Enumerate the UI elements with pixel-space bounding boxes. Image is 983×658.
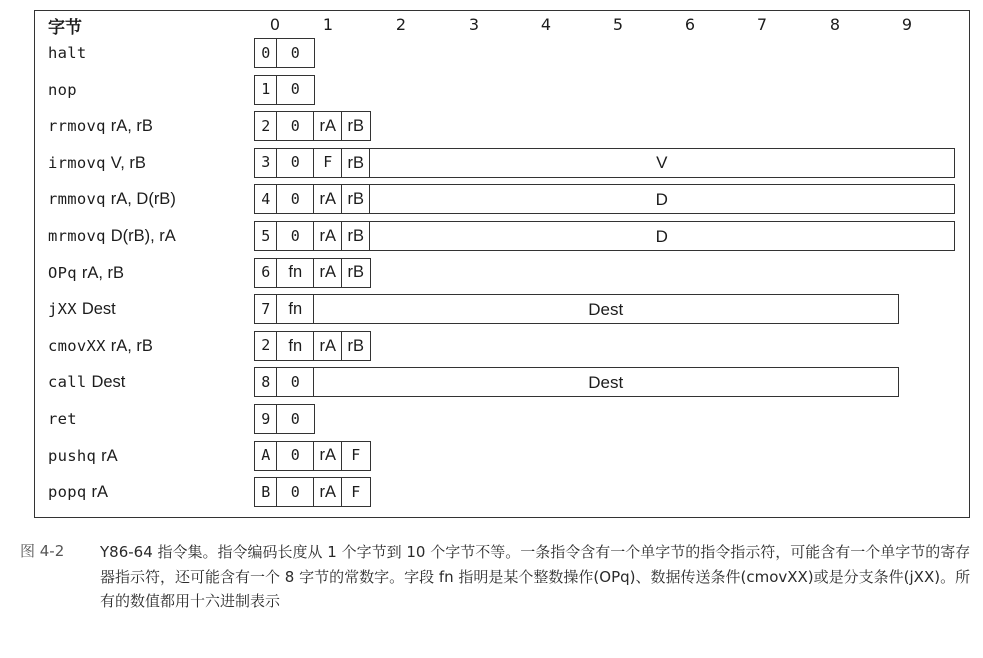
instruction-name: call	[48, 373, 87, 392]
icode-nibble: 6	[254, 258, 278, 288]
instruction-label-cmovxx	[48, 331, 153, 361]
byte-column-7: 7	[756, 15, 768, 34]
register-nibble: rA	[313, 441, 343, 471]
ifun-nibble: 0	[276, 367, 315, 397]
ifun-nibble: 0	[276, 75, 315, 105]
ifun-nibble: fn	[276, 294, 315, 324]
icode-nibble: 4	[254, 184, 278, 214]
instruction-name: nop	[48, 80, 77, 99]
caption-text: Y86-64 指令集。指令编码长度从 1 个字节到 10 个字节不等。一条指令含有一个单字节的指令指示符，可能含有一个单字节的寄存器指示符，还可能含有一个 8 字节的常数字。字段 fn 指明是某个整数操作(OPq)、数据传送条件(cmovXX)或是分支条件(jXX)。所有的数值都用十六进制表示	[100, 543, 971, 610]
icode-nibble: 9	[254, 404, 278, 434]
instruction-name: rrmovq	[48, 117, 106, 136]
byte-column-9: 9	[901, 15, 913, 34]
register-nibble: rA	[313, 477, 343, 507]
constant-word-field: D	[369, 184, 955, 214]
instruction-label-popq	[48, 477, 108, 507]
instruction-name: jXX	[48, 300, 77, 319]
instruction-name: rmmovq	[48, 190, 106, 209]
instruction-label-halt	[48, 38, 87, 68]
register-nibble: F	[341, 441, 371, 471]
instruction-operands: Dest	[91, 373, 126, 392]
constant-word-field: V	[369, 148, 955, 178]
register-nibble: rA	[313, 111, 343, 141]
constant-word-field: D	[369, 221, 955, 251]
instruction-name: ret	[48, 410, 77, 428]
byte-column-6: 6	[684, 15, 696, 34]
ifun-nibble: fn	[276, 331, 315, 361]
constant-word-field: Dest	[313, 294, 899, 324]
byte-column-3: 3	[468, 15, 480, 34]
icode-nibble: 7	[254, 294, 278, 324]
instruction-label-call	[48, 367, 125, 397]
instruction-operands: Dest	[81, 300, 116, 319]
instruction-label-pushq	[48, 441, 118, 471]
byte-column-4: 4	[540, 15, 552, 34]
instruction-operands: rA, rB	[81, 263, 125, 282]
instruction-label-rrmovq	[48, 111, 153, 141]
instruction-operands: rA	[91, 483, 108, 502]
ifun-nibble: 0	[276, 404, 315, 434]
ifun-nibble: 0	[276, 441, 315, 471]
byte-column-8: 8	[829, 15, 841, 34]
instruction-name: irmovq	[48, 153, 106, 172]
instruction-operands: D(rB), rA	[110, 227, 176, 245]
register-nibble: rB	[341, 111, 371, 141]
instruction-label-nop	[48, 75, 77, 105]
register-nibble: rA	[313, 331, 343, 361]
instruction-label-irmovq	[48, 148, 146, 178]
register-nibble: rA	[313, 258, 343, 288]
register-nibble: rB	[341, 331, 371, 361]
icode-nibble: 0	[254, 38, 278, 68]
icode-nibble: 2	[254, 331, 278, 361]
instruction-name: popq	[48, 483, 87, 502]
instruction-label-jxx	[48, 294, 116, 324]
ifun-nibble: 0	[276, 221, 315, 251]
instruction-operands: rA, rB	[110, 336, 153, 355]
icode-nibble: 1	[254, 75, 278, 105]
instruction-name: pushq	[48, 446, 97, 465]
icode-nibble: 3	[254, 148, 278, 178]
instruction-label-opq	[48, 258, 124, 288]
ifun-nibble: 0	[276, 38, 315, 68]
byte-column-5: 5	[612, 15, 624, 34]
register-nibble: rB	[341, 258, 371, 288]
byte-column-0: 0	[269, 15, 281, 34]
instruction-label-mrmovq	[48, 221, 176, 251]
icode-nibble: A	[254, 441, 278, 471]
register-nibble: F	[313, 148, 343, 178]
figure-number: 图 4-2	[20, 542, 65, 560]
icode-nibble: 2	[254, 111, 278, 141]
ifun-nibble: 0	[276, 184, 315, 214]
register-nibble: rB	[341, 221, 371, 251]
instruction-operands: rA, D(rB)	[110, 190, 176, 209]
instruction-name: OPq	[48, 263, 77, 282]
icode-nibble: 8	[254, 367, 278, 397]
byte-header-label: 字节	[48, 18, 82, 38]
icode-nibble: 5	[254, 221, 278, 251]
ifun-nibble: fn	[276, 258, 315, 288]
register-nibble: rB	[341, 148, 371, 178]
register-nibble: F	[341, 477, 371, 507]
instruction-operands: V, rB	[110, 153, 146, 172]
icode-nibble: B	[254, 477, 278, 507]
ifun-nibble: 0	[276, 148, 315, 178]
byte-column-2: 2	[395, 15, 407, 34]
instruction-label-rmmovq	[48, 184, 176, 214]
ifun-nibble: 0	[276, 477, 315, 507]
register-nibble: rA	[313, 184, 343, 214]
ifun-nibble: 0	[276, 111, 315, 141]
instruction-name: halt	[48, 44, 87, 62]
constant-word-field: Dest	[313, 367, 899, 397]
register-nibble: rA	[313, 221, 343, 251]
instruction-encoding-table	[34, 10, 970, 518]
byte-column-1: 1	[322, 15, 334, 34]
register-nibble: rB	[341, 184, 371, 214]
instruction-label-ret	[48, 404, 77, 434]
instruction-name: cmovXX	[48, 336, 106, 355]
instruction-operands: rA, rB	[110, 117, 153, 136]
instruction-name: mrmovq	[48, 227, 106, 245]
instruction-operands: rA	[101, 446, 118, 465]
